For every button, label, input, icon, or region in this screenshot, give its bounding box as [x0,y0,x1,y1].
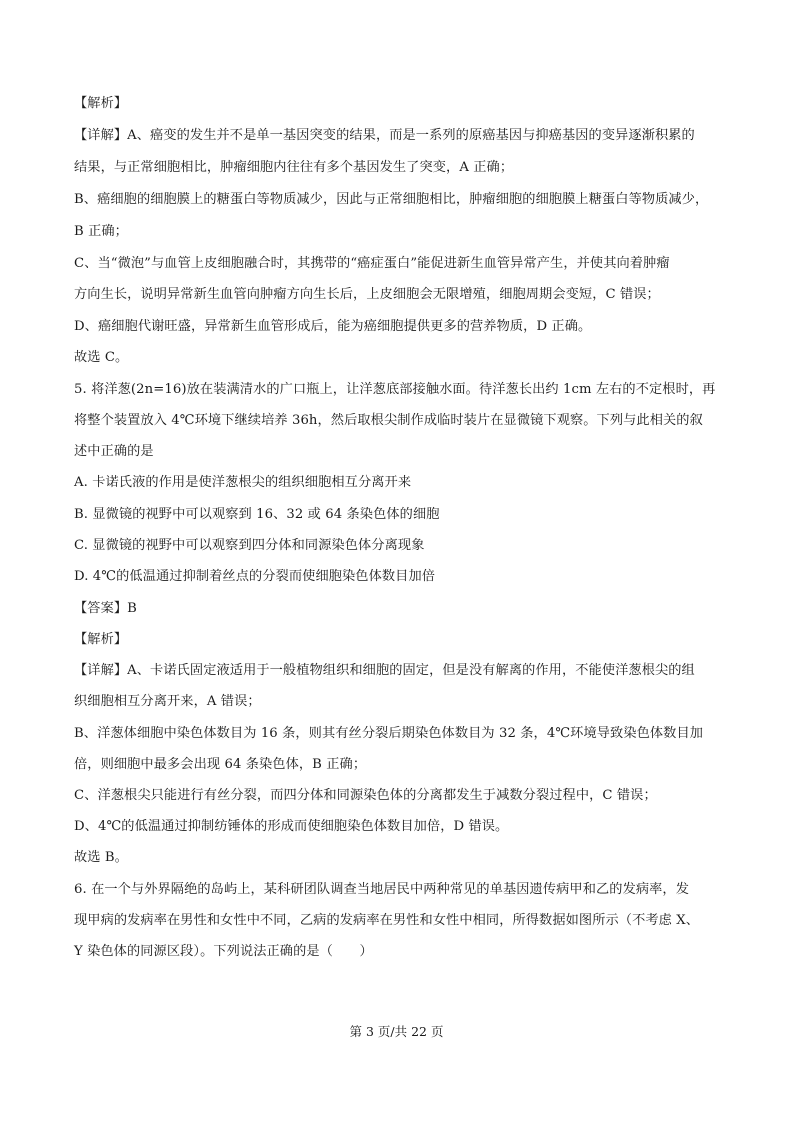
detail-paragraph-line: 倍，则细胞中最多会出现 64 条染色体，B 正确； [74,757,367,772]
conclusion-line: 故选 C。 [74,350,129,365]
detail-paragraph-line: D、癌细胞代谢旺盛，异常新生血管形成后，能为癌细胞提供更多的营养物质，D 正确。 [74,319,592,334]
question-5-stem: 述中正确的是 [74,444,154,459]
conclusion-line: 故选 B。 [74,850,128,865]
detail-paragraph-line: B 正确； [74,224,128,239]
question-6-stem: 6. 在一个与外界隔绝的岛屿上，某科研团队调查当地居民中两种常见的单基因遗传病甲和乙的发病率，发 [74,882,690,897]
option-a: A. 卡诺氏液的作用是使洋葱根尖的组织细胞相互分离开来 [74,475,412,490]
question-5-stem: 5. 将洋葱(2n=16)放在装满清水的广口瓶上，让洋葱底部接触水面。待洋葱长出约 1cm 左右的不定根时，再 [74,382,716,397]
question-5-stem: 将整个装置放入 4℃环境下继续培养 36h，然后取根尖制作成临时装片在显微镜下观察。下列与此相关的叙 [74,413,703,428]
detail-paragraph-line: 【详解】A、卡诺氏固定液适用于一般植物组织和细胞的固定，但是没有解离的作用，不能使洋葱根尖的组 [74,663,695,678]
detail-paragraph-line: 结果，与正常细胞相比，肿瘤细胞内往往有多个基因发生了突变，A 正确； [74,160,514,175]
analysis-heading-q5: 【解析】 [74,632,128,647]
option-d: D. 4℃的低温通过抑制着丝点的分裂而使细胞染色体数目加倍 [74,569,436,584]
option-b: B. 显微镜的视野中可以观察到 16、32 或 64 条染色体的细胞 [74,507,440,522]
detail-paragraph-line: C、当“微泡”与血管上皮细胞融合时，其携带的“癌症蛋白”能促进新生血管异常产生，并使其向着肿瘤 [74,256,670,271]
page-number-footer: 第 3 页/共 22 页 [349,1024,444,1039]
detail-paragraph-line: D、4℃的低温通过抑制纺锤体的形成而使细胞染色体数目加倍，D 错误。 [74,819,509,834]
detail-paragraph-line: 方向生长，说明异常新生血管向肿瘤方向生长后，上皮细胞会无限增殖，细胞周期会变短，C 错误； [74,287,660,302]
detail-paragraph-line: B、洋葱体细胞中染色体数目为 16 条，则其有丝分裂后期染色体数目为 32 条，4℃环境导致染色体数目加 [74,726,704,741]
detail-paragraph-line: 【详解】A、癌变的发生并不是单一基因突变的结果，而是一系列的原癌基因与抑癌基因的变异逐渐积累的 [74,128,695,143]
detail-paragraph-line: 织细胞相互分离开来，A 错误； [74,694,261,709]
detail-paragraph-line: C、洋葱根尖只能进行有丝分裂，而四分体和同源染色体的分离都发生于减数分裂过程中，C 错误； [74,788,657,803]
option-c: C. 显微镜的视野中可以观察到四分体和同源染色体分离现象 [74,538,425,553]
answer-line: 【答案】B [74,601,137,616]
question-6-stem: Y 染色体的同源区段）。下列说法正确的是（ ） [74,944,373,959]
analysis-heading-q4: 【解析】 [74,96,128,111]
question-6-stem: 现甲病的发病率在男性和女性中不同，乙病的发病率在男性和女性中相同，所得数据如图所示（不考虑 X、 [74,913,700,928]
detail-paragraph-line: B、癌细胞的细胞膜上的糖蛋白等物质减少，因此与正常细胞相比，肿瘤细胞的细胞膜上糖蛋白等物质减少， [74,192,709,207]
